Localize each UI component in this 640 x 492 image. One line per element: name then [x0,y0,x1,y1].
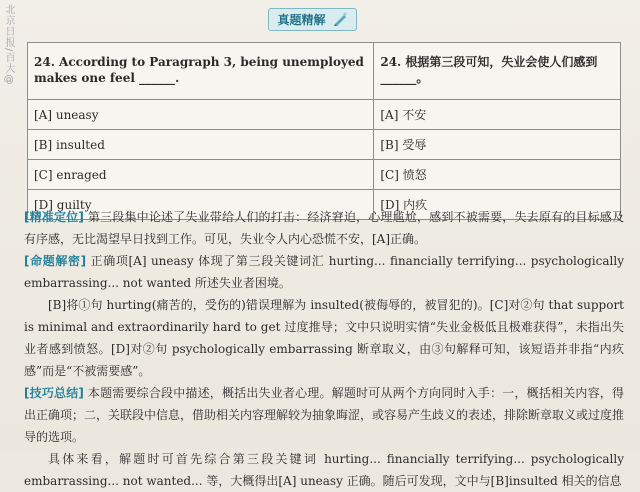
tips-paragraph [24,382,624,448]
decode-paragraph [24,250,624,294]
analysis-section [24,206,624,492]
question-row [28,43,621,100]
option-en: [D] guilty [28,190,374,220]
detail-paragraph: 具体来看，解题时可首先综合第三段关键词 hurting... financially terrifying... psychologically embarrassing... not wanted... 等，大概得出[A] uneasy 正确。随后可发现，文中与[B]insulted 相关的信息 [24,452,624,488]
tips-text: 本题需要综合段中描述，概括出失业者心理。解题时可从两个方向同时入手：一，概括相关内容，得出正确项；二，关联段中信息，借助相关内容理解较为抽象晦涩，或容易产生歧义的表述，排除断章取义或过度推导的选项。 [24,386,625,444]
locate-paragraph [24,206,624,250]
option-row [28,100,621,130]
question-en: 24. According to Paragraph 3, being unemployed makes one feel ______. [28,43,374,100]
option-en: [B] insulted [28,130,374,160]
question-zh: 24. 根据第三段可知，失业会使人们感到______。 [374,43,621,100]
option-en: [C] enraged [28,160,374,190]
option-zh: [C] 愤怒 [374,160,621,190]
locate-text: 第三段集中论述了失业带给人们的打击：经济窘迫，心理尴尬，感到不被需要，失去原有的目标感及有序感，无比渴望早日找到工作。可见，失业令人内心恐慌不安，[A]正确。 [24,210,624,246]
section-banner [255,7,370,31]
option-en: [A] uneasy [28,100,374,130]
option-zh: [D] 内疚 [374,190,621,220]
option-zh: [A] 不安 [374,100,621,130]
decode-text: 正确项[A] uneasy 体现了第三段关键词汇 hurting... financially terrifying... psychologically embarrassing... not wanted 所述失业者困境。 [24,254,624,290]
option-row [28,160,621,190]
side-watermark: 北京日报/百大@ [3,4,14,86]
banner-title: 真题精解 [277,12,326,27]
option-zh: [B] 受辱 [374,130,621,160]
question-table [27,42,621,220]
banner-box [268,8,356,31]
wrong-options-paragraph: [B]将①句 hurting(痛苦的，受伤的)错误理解为 insulted(被侮辱的，被冒犯的)。[C]对②句 that support is minimal and extraordinarily hard to get 过度推导；文中只说明实情“失业金极低且极难获得”，未指出失业者感到愤怒。[D]对②句 psychologically embarrassing 断章取义，由③句解释可知，该短语并非指“内疚感”而是“不被需要感”。 [24,298,624,378]
pen-icon [332,11,348,27]
tips-tag: [技巧总结] [24,386,84,400]
decode-tag: [命题解密] [24,254,87,268]
locate-tag: [精准定位] [24,210,84,224]
option-row [28,130,621,160]
